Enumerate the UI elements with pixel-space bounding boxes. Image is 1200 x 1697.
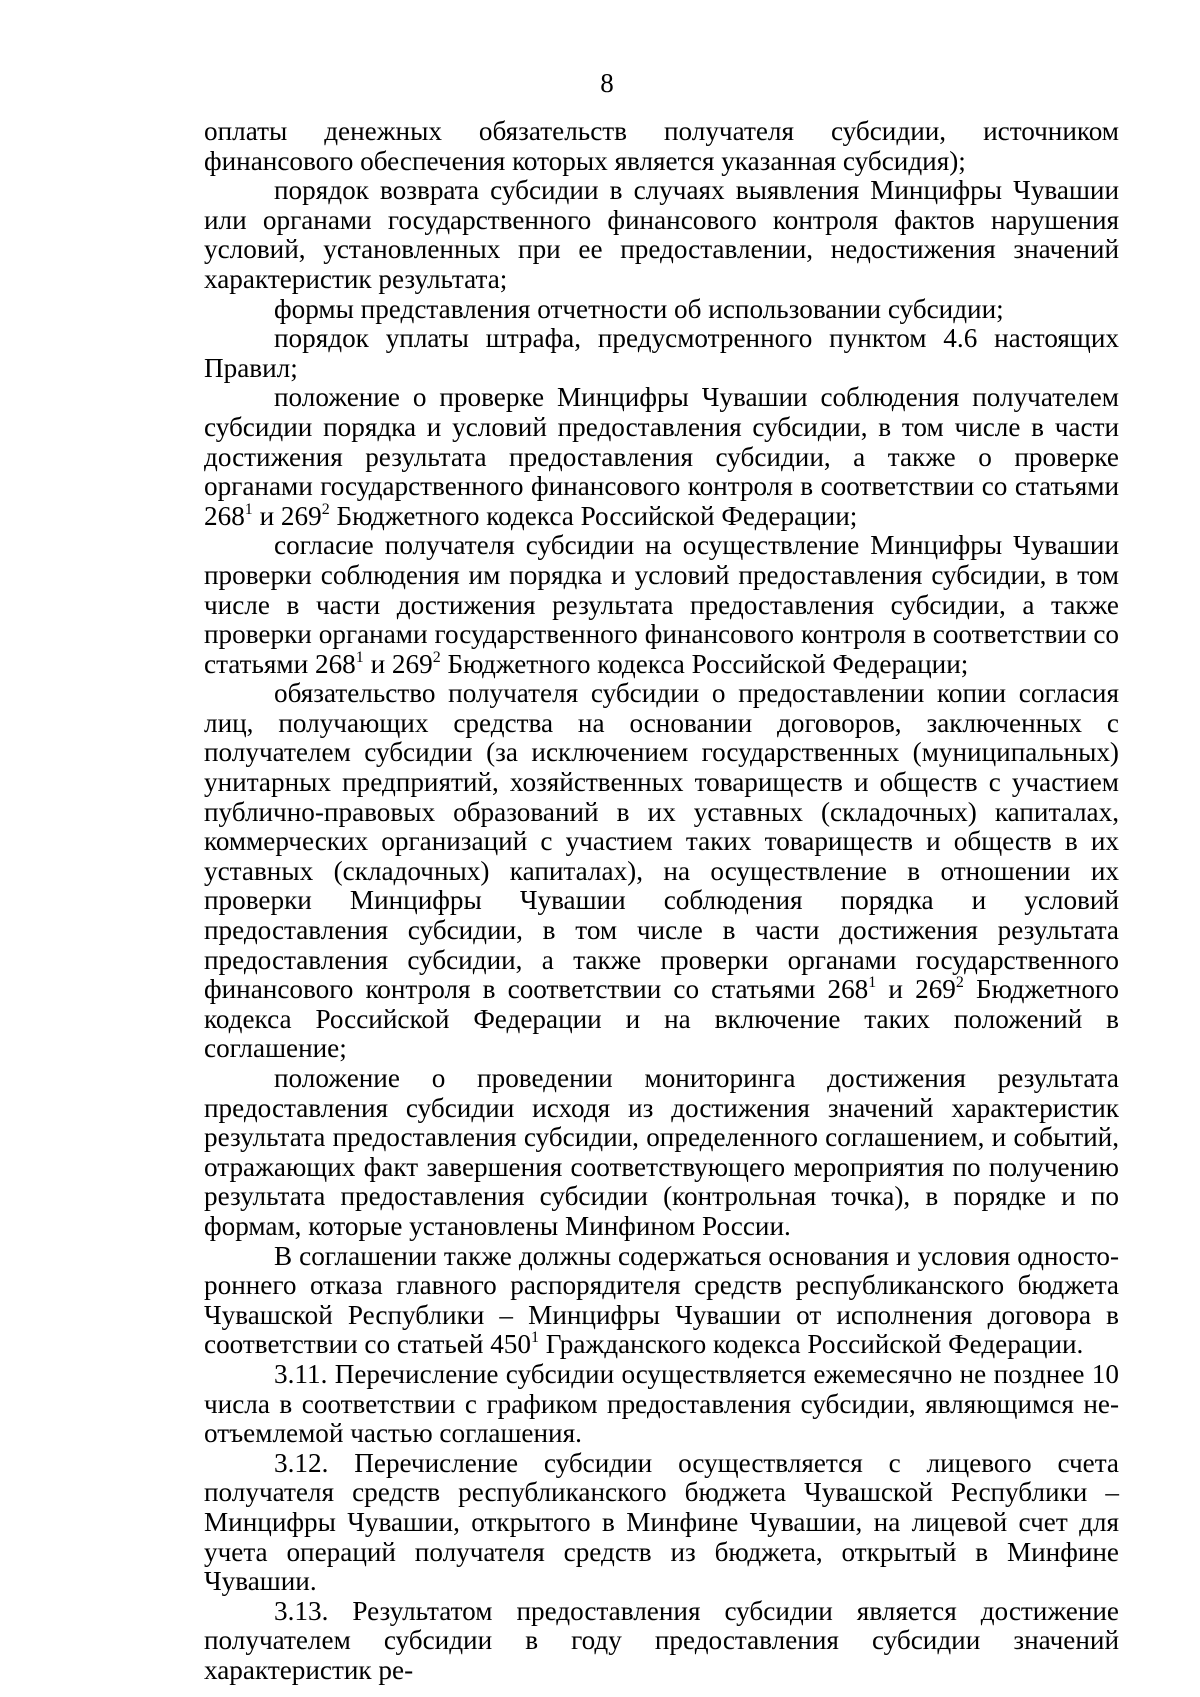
paragraph: положение о проведении мониторинга достижения результата предоставления субсидии исходя из достижения значений характеристик результата предоставления субсидии, определенного соглашением, и событий, отражающих факт завершения соответствующего мероприятия по получению результата предоставления субсидии (контрольная точка), в порядке и по формам, которые установлены Минфином России. (204, 1063, 1119, 1241)
paragraph: 3.11. Перечисление субсидии осуществляется ежемесячно не позднее 10 числа в соответствии с графиком предоставления субсидии, являющимся неотъемлемой частью соглашения. (204, 1358, 1119, 1449)
paragraph: В соглашении также должны содержаться основания и условия одностороннего отказа главного распорядителя средств республиканского бюджета Чувашской Республики – Минцифры Чувашии от исполнения договора в соответствии со статьей $450^1$ Гражданского кодекса Российской Федерации. (204, 1240, 1119, 1360)
paragraph: положение о проверке Минцифры Чувашии соблюдения получателем субсидии порядка и условий предоставления субсидии, в том числе в части достижения результата предоставления субсидии, а также о проверке органами государственного финансового контроля в соответствии со статьями $268^1$ и $269^2$ Бюджетного кодекса Российской Федерации; (204, 382, 1119, 531)
superscript: 1 (868, 974, 877, 992)
superscript: 2 (321, 500, 330, 518)
superscript: 1 (531, 1329, 539, 1347)
paragraph: порядок уплаты штрафа, предусмотренного пунктом 4.6 настоящих Правил; (204, 323, 1119, 383)
paragraph: оплаты денежных обязательств получателя субсидии, источником финансового обеспечения которых является указанная субсидия); (204, 116, 1119, 176)
document-body (204, 117, 1119, 1685)
superscript: 2 (432, 648, 441, 666)
superscript: 1 (355, 648, 364, 666)
paragraph: 3.12. Перечисление субсидии осуществляется с лицевого счета получателя средств республиканского бюджета Чувашской Республики – Минцифры Чувашии, открытого в Минфине Чувашии, на лицевой счет для учета операций получателя средств из бюджета, открытый в Минфине Чувашии. (204, 1447, 1119, 1597)
paragraph: порядок возврата субсидии в случаях выявления Минцифры Чувашии или органами государственного финансового контроля фактов нарушения условий, установленных при ее предоставлении, недостижения значений характеристик результата; (204, 175, 1119, 294)
superscript: 1 (244, 500, 253, 518)
paragraph: 3.13. Результатом предоставления субсидии является достижение получателем субсидии в году предоставления субсидии значений характеристик ре- (204, 1595, 1119, 1685)
paragraph: формы представления отчетности об использовании субсидии; (274, 293, 1004, 324)
page-number: 8 (600, 68, 614, 98)
paragraph: согласие получателя субсидии на осуществление Минцифры Чувашии проверки соблюдения им порядка и условий предоставления субсидии, в том числе в части достижения результата предоставления субсидии, а также проверки органами государственного финансового контроля в соответствии со статьями $268^1$ и $269^2$ Бюджетного кодекса Российской Федерации; (204, 530, 1119, 679)
paragraph: обязательство получателя субсидии о предоставлении копии согласия лиц, получающих средства на основании договоров, заключенных с получателем субсидии (за исключением государственных (муниципальных) унитарных предприятий, хозяйственных товариществ и обществ с участием публично-правовых образований в их уставных (складочных) капиталах, коммерческих организаций с участием таких товариществ и обществ в их уставных (складочных) капиталах), на осуществление в отношении их проверки Минцифры Чувашии соблюдения порядка и условий предоставления субсидии, в том числе в части достижения результата предоставления субсидии, а также проверки органами государственного финансового контроля в соответствии со статьями $268^1$ и $269^2$ Бюджетного кодекса Российской Федерации и на включение таких положений в соглашение; (204, 678, 1119, 1064)
superscript: 2 (955, 974, 964, 992)
